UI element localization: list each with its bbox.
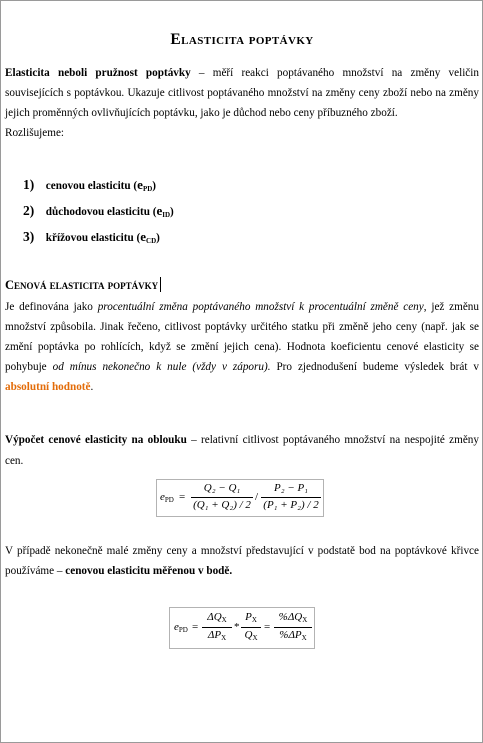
list-symbol: e	[140, 229, 147, 244]
formula2-den2-text: Q	[244, 629, 253, 641]
page-title: Elasticita poptávky	[170, 31, 314, 48]
formula2-num2-text: P	[245, 611, 252, 623]
cenova-paragraph	[5, 297, 479, 397]
absolutni-hodnota-highlight: absolutní hodnotě	[5, 381, 91, 393]
cenova-definition	[5, 297, 479, 397]
elasticity-types-list	[23, 175, 174, 253]
section-heading	[5, 277, 161, 293]
intro-text: – měří reakci poptávaného množství na změny veličin souvisejících s poptávkou. Ukazuje citlivost poptávaného množství na změny ceny zboží nebo na změny jejich proměnných ovlivňujících poptávku, jako je důchod nebo ceny příbuzného zboží.	[5, 67, 479, 119]
formula2-num3	[274, 611, 312, 624]
formula2-num1	[202, 611, 232, 624]
formula2-num3-text: %ΔQ	[278, 611, 303, 623]
list-number: 3)	[23, 229, 35, 244]
formula1-denominator-p: (P₁ + P₂) / 2	[263, 499, 319, 511]
list-item	[23, 227, 174, 253]
formula1-lhs-sub: PD	[164, 496, 174, 504]
bod-paragraph	[5, 541, 479, 581]
formula2-den3	[274, 629, 312, 642]
section-heading-text: Cenová elasticita poptávky	[5, 278, 159, 292]
formula2-times: *	[234, 621, 240, 633]
formula1-fraction-bar-q	[191, 497, 253, 498]
formula2-den2-sub: X	[252, 634, 258, 642]
bod-text: V případě nekonečně malé změny ceny a množství představující v podstatě bod na poptávkové křivce používáme –	[5, 545, 479, 577]
formula2-num2	[241, 611, 261, 624]
cenova-text-4: .	[90, 381, 94, 393]
list-symbol-sub: ID	[162, 211, 171, 219]
formula1-lhs	[160, 491, 174, 504]
formula2-den2	[241, 629, 261, 642]
list-symbol-sub: PD	[142, 185, 153, 193]
list-text: křížovou elasticitu (	[45, 232, 141, 244]
formula2-bar-3	[274, 627, 312, 628]
formula2-den3-sub: X	[301, 634, 307, 642]
rozlisujeme-label: Rozlišujeme:	[5, 127, 65, 139]
text-cursor	[160, 277, 161, 292]
list-item	[23, 175, 174, 201]
formula1-numerator-p: P₂ − P₁	[273, 482, 308, 494]
formula1-denominator-q: (Q₁ + Q₂) / 2	[193, 499, 251, 511]
list-symbol: e	[156, 203, 163, 218]
intro-paragraph	[5, 63, 479, 123]
cenova-text-2: , jež změnu množství způsobila. Jinak řečeno, citlivost poptávky určitého statku při změně jeho ceny (např. jak se změní poptávka po rohlících, když se změní jejich cena). Hodnota koeficientu cenové elasticity se pohybuje	[5, 301, 479, 373]
formula2-num2-sub: X	[251, 616, 257, 624]
list-close: )	[170, 206, 174, 218]
formula1-slash: /	[255, 491, 259, 503]
formula2-equals-2: =	[264, 621, 271, 633]
formula2-num3-sub: X	[302, 616, 308, 624]
list-text: důchodovou elasticitu (	[45, 206, 157, 218]
bod-section	[5, 541, 479, 581]
formula1-equals: =	[179, 491, 186, 503]
formula2-den1-sub: X	[221, 634, 227, 642]
list-number: 2)	[23, 203, 35, 218]
formula2-lhs	[174, 621, 188, 634]
oblouk-text: – relativní citlivost poptávaného množství na nespojité změny cen.	[5, 434, 479, 467]
bod-bold: cenovou elasticitu měřenou v bodě.	[65, 565, 233, 577]
formula1-numerator-q: Q₂ − Q₁	[203, 482, 241, 494]
formula2-bar-2	[241, 627, 261, 628]
oblouk-section	[5, 430, 479, 472]
formula2-bar-1	[202, 627, 232, 628]
list-number: 1)	[23, 177, 35, 192]
list-item	[23, 201, 174, 227]
intro-section	[5, 63, 479, 143]
formula2-lhs-e: e	[174, 621, 179, 633]
cenova-italic-2: od mínus nekonečno k nule (vždy v záporu).	[52, 361, 271, 373]
formula1-fraction-bar-p	[261, 497, 321, 498]
formula2-den1-text: ΔP	[207, 629, 222, 641]
formula2-den3-text: %ΔP	[279, 629, 302, 641]
intro-lead: Elasticita neboli pružnost poptávky	[5, 67, 191, 79]
list-symbol: e	[137, 177, 143, 192]
list-close: )	[156, 232, 160, 244]
formula1-lhs-e: e	[160, 491, 165, 503]
formula2-lhs-sub: PD	[178, 626, 188, 634]
list-close: )	[152, 180, 157, 192]
formula2-den1	[202, 629, 232, 642]
cenova-text-3: Pro zjednodušení budeme výsledek brát v	[270, 361, 480, 373]
arc-elasticity-formula	[156, 479, 324, 517]
oblouk-bold: Výpočet cenové elasticity na oblouku	[5, 434, 187, 446]
formula2-num1-sub: X	[221, 616, 227, 624]
list-symbol-sub: CD	[146, 237, 157, 245]
oblouk-paragraph	[5, 430, 479, 472]
point-elasticity-formula	[169, 607, 315, 649]
cenova-italic-1: procentuální změna poptávaného množství k procentuální změně ceny	[97, 301, 424, 313]
formula2-num1-text: ΔQ	[207, 611, 222, 623]
list-text: cenovou elasticitu (	[45, 180, 138, 192]
cenova-text-1: Je definována jako	[5, 301, 98, 313]
formula2-equals: =	[192, 621, 199, 633]
